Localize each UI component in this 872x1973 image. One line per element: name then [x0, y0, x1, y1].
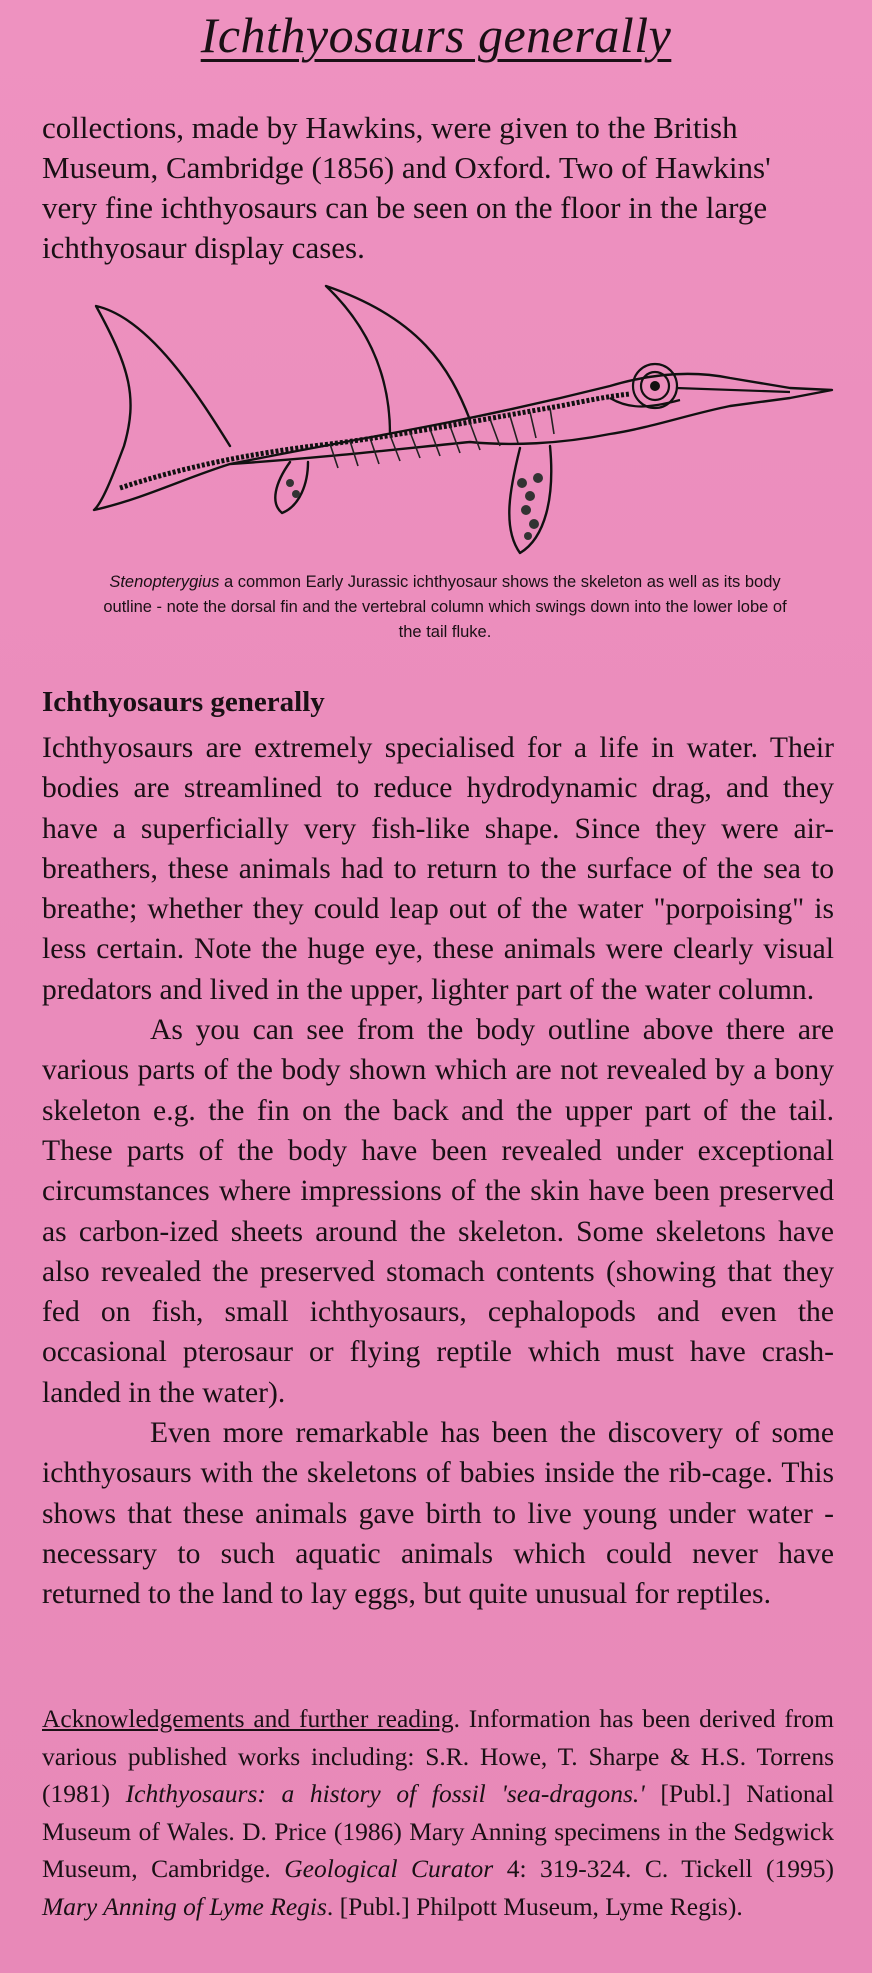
acknowledgements — [42, 1700, 834, 1925]
intro-paragraph: collections, made by Hawkins, were given to the British Museum, Cambridge (1856) and Oxford. Two of Hawkins' very fine ichthyosaurs can be seen on the floor in the large ichthyosaur display cases. — [42, 110, 771, 265]
ack-text-2: [Publ.] National Museum of Wales. D. Price (1986) Mary Anning specimens in the Sedgwick Museum, Cambridge. — [42, 1779, 835, 1883]
section-title: Ichthyosaurs generally — [42, 686, 325, 718]
ack-text-4: . [Publ.] Philpott Museum, Lyme Regis). — [326, 1891, 743, 1921]
figure-caption — [100, 570, 790, 645]
page-heading: Ichthyosaurs generally — [200, 7, 672, 63]
section-body — [42, 728, 834, 1615]
ichthyosaur-skeleton-illustration — [90, 278, 835, 558]
ack-text-3: 4: 319-324. C. Tickell (1995) — [493, 1854, 834, 1883]
caption-genus: Stenopterygius — [109, 573, 220, 591]
ichthyosaur-figure — [90, 278, 835, 558]
caption-text: a common Early Jurassic ichthyosaur shows the skeleton as well as its body outline - note the dorsal fin and the vertebral column which swings down into the lower lobe of the tail fluke. — [103, 573, 787, 641]
ack-text-1: . Information has been derived from various published works including: S.R. Howe, T. Sharpe & H.S. Torrens (1981) — [42, 1704, 834, 1808]
ack-italic-1: Ichthyosaurs: a history of fossil 'sea-dragons.' — [125, 1779, 645, 1808]
ack-italic-3: Mary Anning of Lyme Regis — [42, 1891, 327, 1921]
body-paragraph-3: Even more remarkable has been the discovery of some ichthyosaurs with the skeletons of babies inside the rib-cage. This shows that these animals gave birth to live young under water - necessary to such aquatic animals which could never have returned to the land to lay eggs, but quite unusual for reptiles. — [42, 1417, 834, 1611]
body-paragraph-2: As you can see from the body outline above there are various parts of the body shown which are not revealed by a bony skeleton e.g. the fin on the back and the upper part of the tail. These parts of the body have been revealed under exceptional circumstances where impressions of the skin have been preserved as carbon-ized sheets around the skeleton. Some skeletons have also revealed the preserved stomach contents (showing that they fed on fish, small ichthyosaurs, cephalopods and even the occasional pterosaur or flying reptile which must have crash-landed in the water). — [42, 1014, 834, 1409]
ack-italic-2: Geological Curator — [284, 1854, 494, 1883]
body-paragraph-1: Ichthyosaurs are extremely specialised for a life in water. Their bodies are streamlined to reduce hydrodynamic drag, and they have a superficially very fish-like shape. Since they were air-breathers, these animals had to return to the surface of the sea to breathe; whether they could leap out of the water "porpoising" is less certain. Note the huge eye, these animals were clearly visual predators and lived in the upper, lighter part of the water column. — [42, 732, 834, 1006]
acknowledgements-title: Acknowledgements and further reading — [42, 1704, 454, 1733]
